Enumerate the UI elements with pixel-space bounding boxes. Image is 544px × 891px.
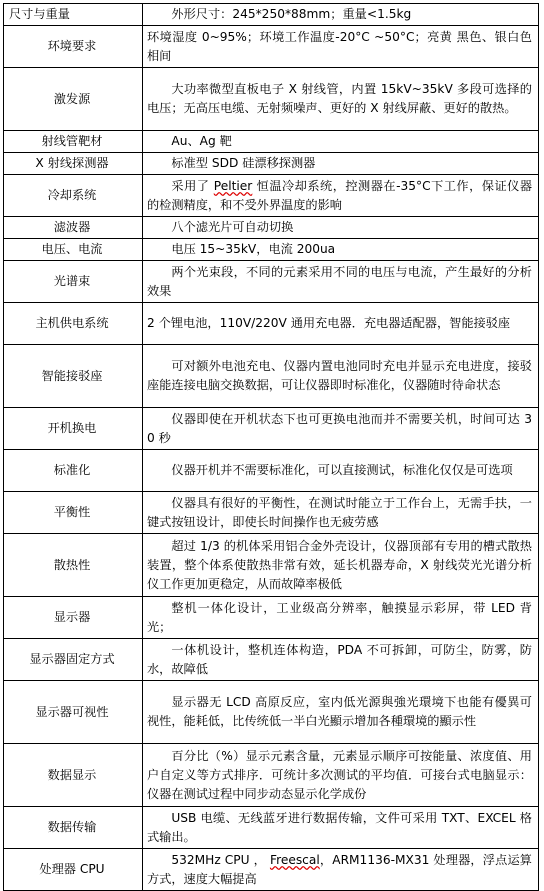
row-value: 外形尺寸：245*250*88mm；重量<1.5kg <box>143 4 539 26</box>
row-value: 可对额外电池充电、仪器内置电池同时充电并显示充电进度，接驳座能连接电脑交换数据，可让仪器即时标准化，仪器随时待命状态 <box>143 345 539 408</box>
table-row <box>4 639 539 681</box>
table-row <box>4 4 539 26</box>
table-row <box>4 450 539 492</box>
value-text-post: 恒温冷却系统，控测器在-35°C下工作，保证仪器的检测精度，和不受外界温度的影响 <box>147 178 533 212</box>
row-label: 光谱束 <box>4 261 143 303</box>
row-label: 数据传输 <box>4 807 143 849</box>
row-value: 仪器开机并不需要标准化，可以直接测试，标准化仅仅是可选项 <box>143 450 539 492</box>
row-value: 大功率微型直板电子 X 射线管，内置 15kV~35kV 多段可选择的电压；无高压电缆、无射频噪声、更好的 X 射线屏蔽、更好的散热。 <box>143 68 539 131</box>
row-label: 滤波器 <box>4 217 143 239</box>
spellcheck-marked-term: Freescal <box>269 852 320 867</box>
spellcheck-marked-term: Peltier <box>213 178 253 193</box>
table-row <box>4 681 539 744</box>
row-value: 环境湿度 0~95%；环境工作温度-20°C ~50°C；亮黄 黑色、银白色相间 <box>143 26 539 68</box>
row-label: 电压、电流 <box>4 239 143 261</box>
table-row <box>4 26 539 68</box>
row-value: 仪器即使在开机状态下也可更换电池而并不需要关机，时间可达 30 秒 <box>143 408 539 450</box>
table-row <box>4 68 539 131</box>
row-value: 电压 15~35kV，电流 200ua <box>143 239 539 261</box>
row-label: 数据显示 <box>4 744 143 807</box>
table-row <box>4 492 539 534</box>
row-value: USB 电缆、无线蓝牙进行数据传输，文件可采用 TXT、EXCEL 格式输出。 <box>143 807 539 849</box>
row-value: 两个光束段，不同的元素采用不同的电压与电流，产生最好的分析效果 <box>143 261 539 303</box>
row-value: 百分比（%）显示元素含量，元素显示顺序可按能量、浓度值、用户自定义等方式排序．可统计多次测试的平均值．可接台式电脑显示：仪器在测试过程中同步动态显示化学成份 <box>143 744 539 807</box>
row-value: Au、Ag 靶 <box>143 131 539 153</box>
table-row <box>4 345 539 408</box>
row-value: 整机一体化设计，工业级高分辨率，触摸显示彩屏，带 LED 背光； <box>143 597 539 639</box>
value-text-pre: 采用了 <box>171 178 214 193</box>
table-row <box>4 744 539 807</box>
row-label: 显示器 <box>4 597 143 639</box>
table-row <box>4 597 539 639</box>
row-value: 显示器无 LCD 高原反应，室内低光源與強光環境下也能有優異可视性，能耗低，比传统低一半白光顯示增加各種環境的顯示性 <box>143 681 539 744</box>
row-value <box>143 175 539 217</box>
row-label: 平衡性 <box>4 492 143 534</box>
table-row <box>4 807 539 849</box>
table-row <box>4 153 539 175</box>
row-label: 尺寸与重量 <box>4 4 143 26</box>
row-value: 标准型 SDD 硅漂移探测器 <box>143 153 539 175</box>
value-text-post: ，ARM1136-MX31 处理器，浮点运算方式，速度大幅提高 <box>147 852 532 886</box>
table-row <box>4 239 539 261</box>
row-label: 激发源 <box>4 68 143 131</box>
row-value: 八个滤光片可自动切换 <box>143 217 539 239</box>
row-label: 冷却系统 <box>4 175 143 217</box>
row-label: X 射线探测器 <box>4 153 143 175</box>
row-label: 标准化 <box>4 450 143 492</box>
row-value: 超过 1/3 的机体采用铝合金外壳设计，仪器顶部有专用的槽式散热装置，整个体系使散热非常有效，延长机器寿命，X 射线荧光光谱分析仪工作更加更稳定，从而故障率极低 <box>143 534 539 597</box>
row-label: 处理器 CPU <box>4 849 143 891</box>
row-label: 智能接驳座 <box>4 345 143 408</box>
table-row <box>4 534 539 597</box>
row-value: 2 个锂电池，110V/220V 通用充电器．充电器适配器，智能接驳座 <box>143 303 539 345</box>
table-row <box>4 849 539 891</box>
table-row <box>4 261 539 303</box>
row-label: 开机换电 <box>4 408 143 450</box>
table-row <box>4 175 539 217</box>
specification-table <box>3 3 539 891</box>
row-label: 射线管靶材 <box>4 131 143 153</box>
row-value: 一体机设计，整机连体构造，PDA 不可拆卸，可防尘，防雾，防水，故障低 <box>143 639 539 681</box>
table-row <box>4 217 539 239</box>
table-row <box>4 131 539 153</box>
table-row <box>4 303 539 345</box>
row-label: 显示器固定方式 <box>4 639 143 681</box>
row-value: 仪器具有很好的平衡性，在测试时能立于工作台上，无需手扶，一键式按钮设计，即使长时间操作也无疲劳感 <box>143 492 539 534</box>
row-label: 散热性 <box>4 534 143 597</box>
row-label: 环境要求 <box>4 26 143 68</box>
row-label: 显示器可视性 <box>4 681 143 744</box>
table-row <box>4 408 539 450</box>
value-text-pre: 532MHz CPU ， <box>171 852 270 867</box>
row-label: 主机供电系统 <box>4 303 143 345</box>
row-value <box>143 849 539 891</box>
